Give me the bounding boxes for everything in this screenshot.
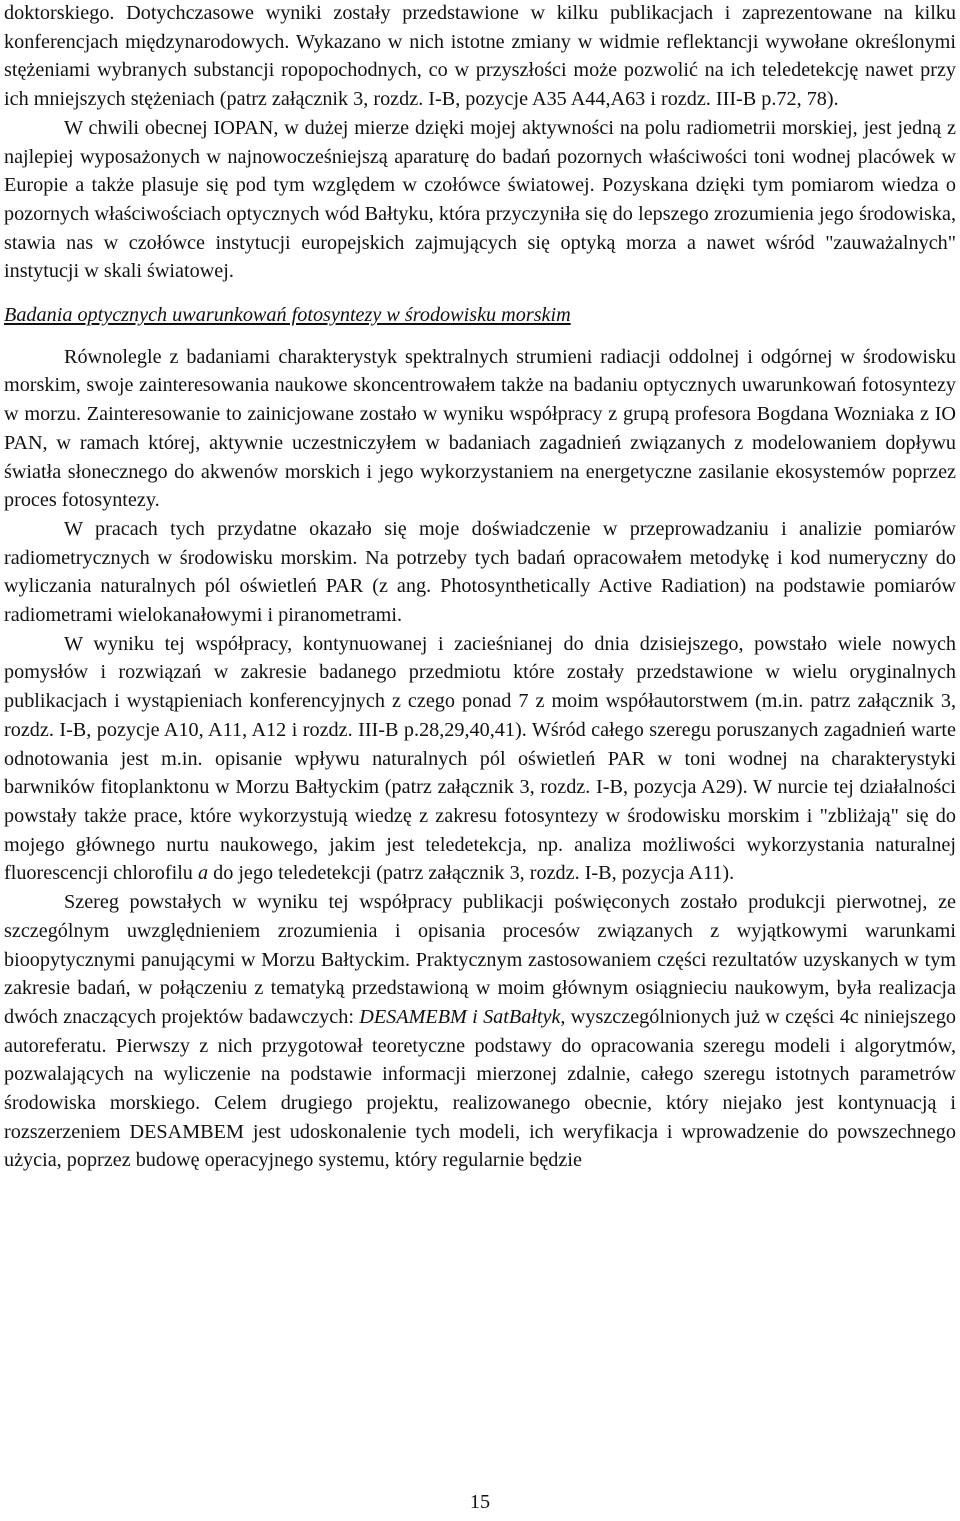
italic-text: a [197, 862, 209, 885]
paragraph-photosynthesis-intro: Równolegle z badaniami charakterystyk spektralnych strumieni radiacji oddolnej i odgórnej w środowisku morskim, swoje zainteresowania naukowe skoncentrowałem także na badaniu optycznych uwarunkowań fotosyntezy w morzu. Zainteresowanie to zainicjowane zostało w wyniku współpracy z grupą profesora Bogdana Wozniaka z IO PAN, w ramach której, aktywnie uczestniczyłem w badaniach zagadnień związanych z modelowaniem dopływu światła słonecznego do akwenów morskich i jego wykorzystaniem na energetyczne zasilanie ekosystemów poprzez proces fotosyntezy. [4, 345, 956, 512]
section-heading: Badania optycznych uwarunkowań fotosyntezy w środowisku morskim [4, 304, 571, 327]
italic-project-names: DESAMEBM i SatBałtyk, [359, 1005, 566, 1028]
paragraph-iopan: W chwili obecnej IOPAN, w dużej mierze dzięki mojej aktywności na polu radiometrii morskiej, jest jedną z najlepiej wyposażonych w najnowocześniejszą aparaturę do badań pozornych właściwości toni wodnej placówek w Europie a także plasuje się pod tym względem w czołówce światowej. Pozyskana dzięki tym pomiarom wiedza o pozornych właściwościach optycznych wód Bałtyku, która przyczyniła się do lepszego zrozumienia jego środowiska, stawia nas w czołówce instytucji europejskich zajmujących się optyką morza a nawet wśród "zauważalnych" instytucji w skali światowej. [4, 116, 956, 283]
paragraph-text: wyszczególnionych już w części 4c niniejszego autoreferatu. Pierwszy z nich przygotował teoretyczne podstawy do opracowania szeregu modeli i algorytmów, pozwalających na wyliczenie na podstawie informacji mierzonej zdalnie, całego szeregu istotnych parametrów środowiska morskiego. Celem drugiego projektu, realizowanego obecnie, który niejako jest kontynuacją i rozszerzeniem DESAMBEM jest udoskonalenie tych modeli, ich weryfikacja i wprowadzenie do powszechnego użycia, poprzez budowę operacyjnego systemu, który regularnie będzie [4, 1005, 956, 1172]
paragraph-continuation: doktorskiego. Dotychczasowe wyniki zostały przedstawione w kilku publikacjach i zaprezentowane na kilku konferencjach międzynarodowych. Wykazano w nich istotne zmiany w widmie reflektancji wywołane określonymi stężeniami wybranych substancji ropopochodnych, co w przyszłości może pozwolić na ich teledetekcję nawet przy ich mniejszych stężeniach (patrz załącznik 3, rozdz. I-B, pozycje A35 A44,A63 i rozdz. III-B p.72, 78). [4, 2, 956, 111]
paragraph-radiometric-experience: W pracach tych przydatne okazało się moje doświadczenie w przeprowadzaniu i analizie pomiarów radiometrycznych w środowisku morskim. Na potrzeby tych badań opracowałem metodykę i kod numeryczny do wyliczania naturalnych pól oświetleń PAR (z ang. Photosynthetically Active Radiation) na podstawie pomiarów radiometrami wielokanałowymi i piranometrami. [4, 517, 956, 627]
paragraph-cooperation-results [4, 630, 956, 888]
page-number: 15 [469, 1491, 491, 1513]
document-page [4, 0, 956, 1175]
paragraph-text: Szereg powstałych w wyniku tej współpracy publikacji poświęconych zostało produkcji pierwotnej, ze szczególnym uwzględnieniem zrozumienia i opisania procesów związanych z wyjątkowymi warunkami bioopytycznymi panującymi w Morzu Bałtyckim. Praktycznym zastosowaniem części rezultatów uzyskanych w tym zakresie badań, w połączeniu z tematyką przedstawioną w moim głównym osiągnieciu naukowym, była realizacja dwóch znaczących projektów badawczych: [4, 891, 956, 1028]
paragraph-primary-production [4, 888, 956, 1175]
paragraph-text: do jego teledetekcji (patrz załącznik 3, rozdz. I-B, pozycja A11). [208, 862, 735, 885]
paragraph-text: W wyniku tej współpracy, kontynuowanej i zacieśnianej do dnia dzisiejszego, powstało wiele nowych pomysłów i rozwiązań w zakresie badanego przedmiotu które zostały przedstawione w wielu oryginalnych publikacjach i wystąpieniach konferencyjnych z czego ponad 7 z moim współautorstwem (m.in. patrz załącznik 3, rozdz. I-B, pozycje A10, A11, A12 i rozdz. III-B p.28,29,40,41). Wśród całego szeregu poruszanych zagadnień warte odnotowania jest m.in. opisanie wpływu naturalnych pól oświetleń PAR w toni wodnej na charakterystyki barwników fitoplanktonu w Morzu Bałtyckim (patrz załącznik 3, rozdz. I-B, pozycja A29). W nurcie tej działalności powstały także prace, które wykorzystują wiedzę z zakresu fotosyntezy w środowisku morskim i "zbliżają" się do mojego głównego nurtu naukowego, jakim jest teledetekcja, np. analiza możliwości wykorzystania naturalnej fluorescencji chlorofilu [4, 632, 956, 885]
